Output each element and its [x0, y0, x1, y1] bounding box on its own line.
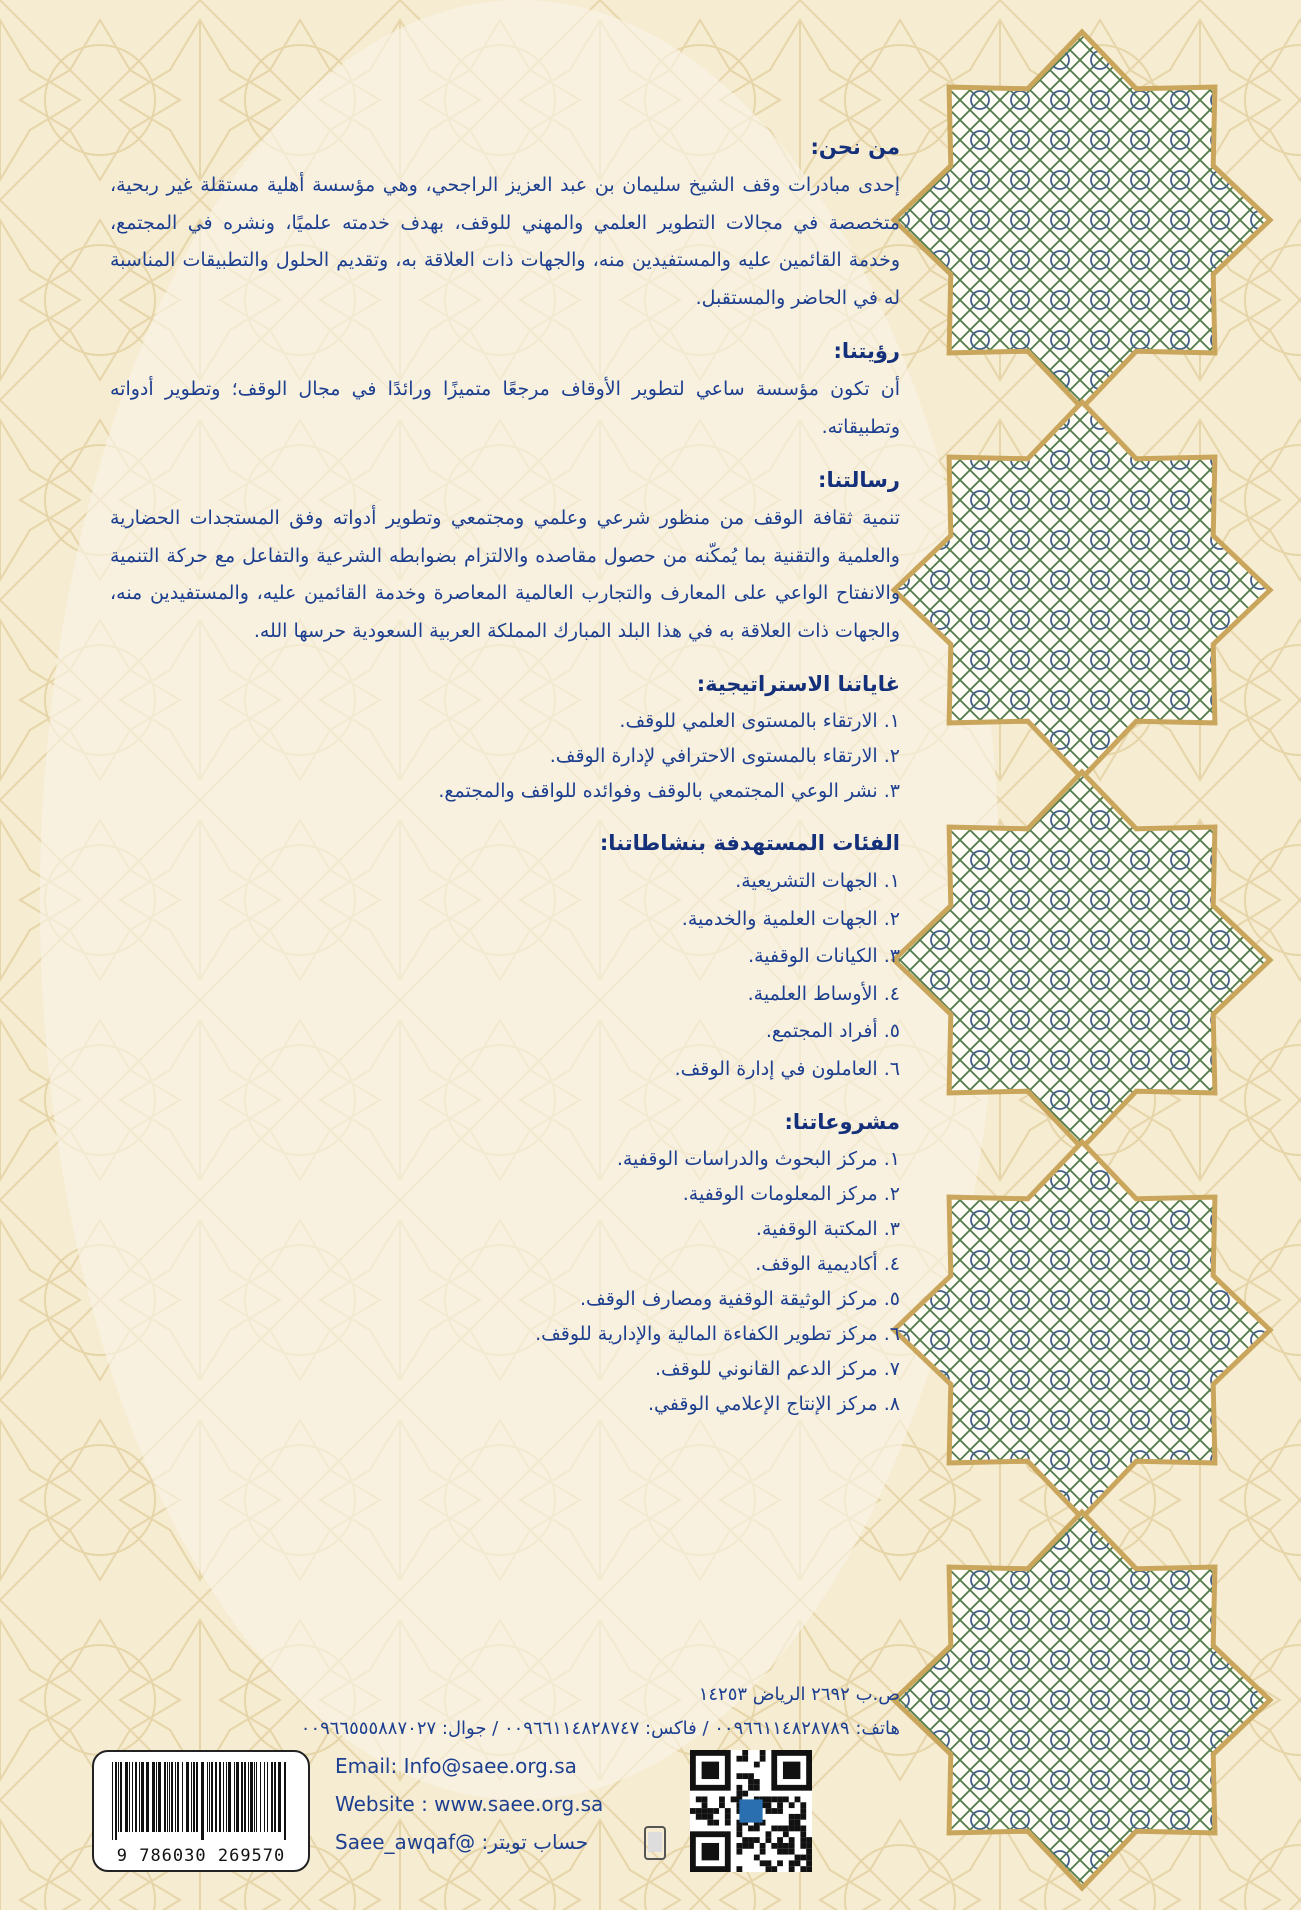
about-title: من نحن:	[810, 135, 900, 159]
targets-list	[110, 863, 900, 1088]
goals-list	[110, 704, 900, 809]
website-link[interactable]: Website : www.saee.org.sa	[335, 1792, 604, 1816]
about-text: إحدى مبادرات وقف الشيخ سليمان بن عبد العزيز الراجحي، وهي مؤسسة أهلية مستقلة غير ربحية، متخصصة في مجالات التطوير العلمي والمهني للوقف، بهدف خدمته علميًا، ونشره في المجتمع، وخدمة القائمين عليه والمستفيدين منه، والجهات ذات العلاقة به، وتقديم الحلول والتطبيقات المناسبة له في الحاضر والمستقبل.	[110, 174, 900, 309]
goals-title: غاياتنا الاستراتيجية:	[696, 672, 900, 696]
mission-text: تنمية ثقافة الوقف من منظور شرعي وعلمي ومجتمعي وتطوير أدواته وفق المستجدات الحضارية والعلمية والتقنية بما يُمكّنه من حصول مقاصده والالتزام بضوابطه الشرعية والتفاعل مع حركة التنمية والانفتاح الواعي على المعارف والتجارب العالمية المعاصرة وخدمة القائمين عليه، والمستفيدين منه، والجهات ذات العلاقة به في هذا البلد المبارك المملكة العربية السعودية حرسها الله.	[110, 507, 900, 642]
list-item: ٦. مركز تطوير الكفاءة المالية والإدارية للوقف.	[535, 1323, 900, 1345]
phones-text: هاتف: ٠٠٩٦٦١١٤٨٢٨٧٨٩ / فاكس: ٠٠٩٦٦١١٤٨٢٨٧٤٧ / جوال: ٠٠٩٦٦٥٥٥٨٨٧٠٢٧	[300, 1718, 900, 1739]
list-item: ٢. الارتقاء بالمستوى الاحترافي لإدارة الوقف.	[549, 745, 900, 767]
list-item: ٦. العاملون في إدارة الوقف.	[674, 1057, 900, 1080]
list-item: ٤. أكاديمية الوقف.	[755, 1253, 900, 1275]
barcode-icon	[110, 1762, 292, 1840]
contact-block	[120, 1678, 900, 1746]
list-item: ٨. مركز الإنتاج الإعلامي الوقفي.	[647, 1393, 900, 1415]
barcode-number: 9 786030 269570	[116, 1846, 286, 1866]
twitter-handle[interactable]: حساب تويتر: @Saee_awqaf	[335, 1830, 589, 1854]
list-item: ٢. مركز المعلومات الوقفية.	[682, 1183, 900, 1205]
mission-title: رسالتنا:	[818, 468, 900, 492]
projects-section	[110, 1110, 900, 1422]
targets-section	[110, 831, 900, 1088]
list-item: ٣. المكتبة الوقفية.	[755, 1218, 900, 1240]
email-link[interactable]: Email: Info@saee.org.sa	[335, 1754, 577, 1778]
projects-list	[110, 1142, 900, 1422]
content-column	[110, 135, 900, 1444]
about-section	[110, 135, 900, 317]
list-item: ٥. أفراد المجتمع.	[765, 1020, 900, 1042]
list-item: ٥. مركز الوثيقة الوقفية ومصارف الوقف.	[579, 1288, 900, 1310]
list-item: ٢. الجهات العلمية والخدمية.	[681, 907, 900, 930]
vision-title: رؤيتنا:	[833, 339, 900, 363]
projects-title: مشروعاتنا:	[784, 1110, 900, 1134]
mission-section	[110, 468, 900, 650]
goals-section	[110, 672, 900, 809]
web-contacts	[335, 1747, 655, 1861]
list-item: ٣. الكيانات الوقفية.	[748, 945, 900, 967]
list-item: ٧. مركز الدعم القانوني للوقف.	[654, 1358, 900, 1380]
isbn-barcode	[92, 1750, 310, 1872]
list-item: ١. الجهات التشريعية.	[735, 870, 900, 892]
qr-code	[690, 1750, 812, 1872]
list-item: ١. الارتقاء بالمستوى العلمي للوقف.	[619, 710, 900, 732]
pobox-text: ص.ب ٢٦٩٢ الرياض ١٤٢٥٣	[698, 1684, 900, 1705]
phone-icon	[640, 1825, 670, 1861]
list-item: ٤. الأوساط العلمية.	[747, 982, 900, 1005]
targets-title: الفئات المستهدفة بنشاطاتنا:	[599, 831, 900, 855]
list-item: ١. مركز البحوث والدراسات الوقفية.	[616, 1148, 900, 1170]
vision-section	[110, 339, 900, 446]
list-item: ٣. نشر الوعي المجتمعي بالوقف وفوائده للواقف والمجتمع.	[438, 780, 900, 802]
vision-text: أن تكون مؤسسة ساعي لتطوير الأوقاف مرجعًا متميزًا ورائدًا في مجال الوقف؛ وتطوير أدواته وتطبيقاته.	[110, 378, 900, 438]
